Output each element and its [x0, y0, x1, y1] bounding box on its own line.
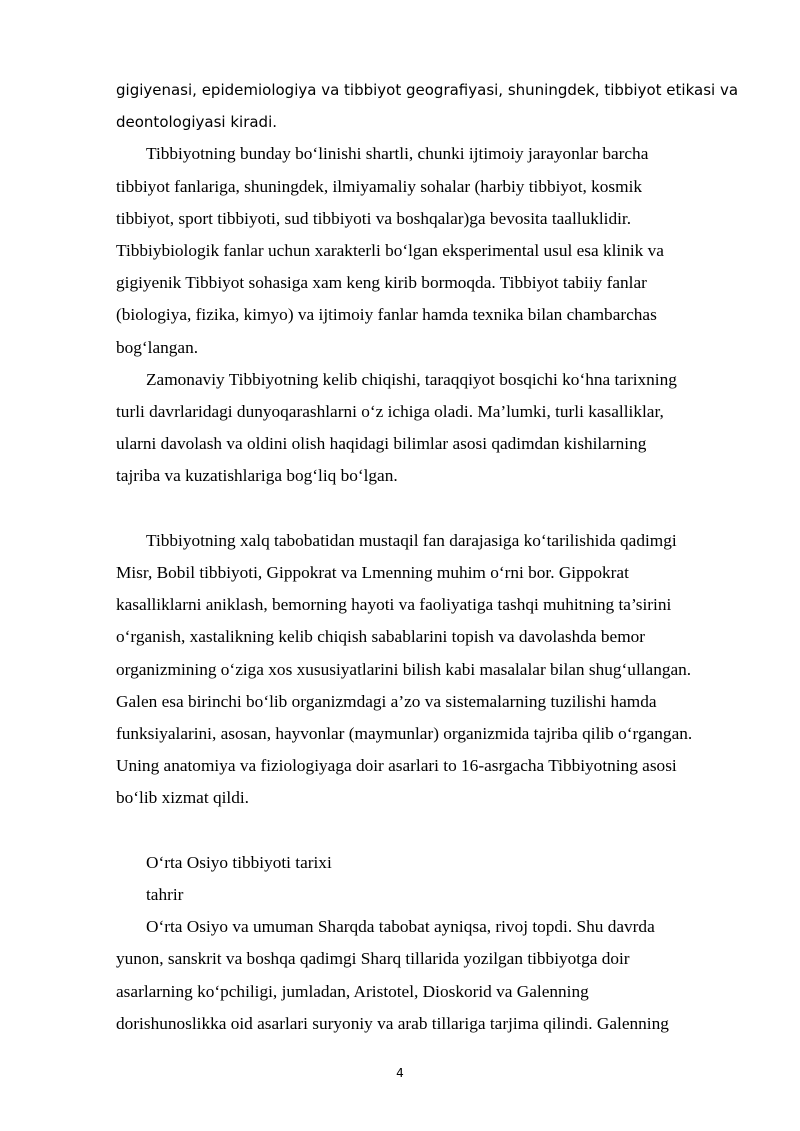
- text-line: bo‘lib xizmat qildi.: [116, 788, 249, 808]
- page-number: 4: [396, 1066, 404, 1080]
- text-line: o‘rganish, xastalikning kelib chiqish sabablarini topish va davolashda bemor: [116, 627, 646, 647]
- text-line: (biologiya, fizika, kimyo) va ijtimoiy fanlar hamda texnika bilan chambarchas: [116, 305, 657, 325]
- text-line: Tibbiyotning bunday bo‘linishi shartli, chunki ijtimoiy jarayonlar barcha: [146, 144, 649, 164]
- paragraph-4: [116, 911, 746, 1040]
- text-line: ularni davolash va oldini olish haqidagi bilimlar asosi qadimdan kishilarning: [116, 434, 647, 454]
- paragraph-3: [116, 525, 746, 815]
- text-line: Uning anatomiya va fiziologiyaga doir asarlari to 16-asrgacha Tibbiyotning asosi: [116, 756, 677, 776]
- text-line: yunon, sanskrit va boshqa qadimgi Sharq tillarida yozilgan tibbiyotga doir: [116, 949, 630, 969]
- text-line: Galen esa birinchi bo‘lib organizmdagi a’zo va sistemalarning tuzilishi hamda: [116, 691, 657, 711]
- text-line: Tibbiyotning xalq tabobatidan mustaqil fan darajasiga ko‘tarilishida qadimgi: [146, 530, 677, 550]
- text-line: tajriba va kuzatishlariga bog‘liq bo‘lgan.: [116, 466, 398, 486]
- text-line: gigiyenasi, epidemiologiya va tibbiyot geografiyasi, shuningdek, tibbiyot etikasi va: [116, 81, 739, 99]
- section-heading: O‘rta Osiyo tibbiyoti tarixi: [146, 852, 332, 872]
- text-line: dorishunoslikka oid asarlari suryoniy va arab tillariga tarjima qilindi. Galenning: [116, 1013, 669, 1033]
- text-line: Zamonaviy Tibbiyotning kelib chiqishi, taraqqiyot bosqichi ko‘hna tarixning: [146, 369, 677, 389]
- text-line: asarlarning ko‘pchiligi, jumladan, Aristotel, Dioskorid va Galenning: [116, 981, 589, 1001]
- text-line: Misr, Bobil tibbiyoti, Gippokrat va Lmenning muhim o‘rni bor. Gippokrat: [116, 563, 629, 583]
- paragraph-1: [116, 138, 746, 363]
- text-line: kasalliklarni aniklash, bemorning hayoti va faoliyatiga tashqi muhitning ta’sirini: [116, 595, 672, 615]
- text-line: gigiyenik Tibbiyot sohasiga xam keng kirib bormoqda. Tibbiyot tabiiy fanlar: [116, 273, 647, 293]
- text-line: funksiyalarini, asosan, hayvonlar (maymunlar) organizmida tajriba qilib o‘rgangan.: [116, 724, 693, 744]
- document-body: [116, 74, 746, 1040]
- blank-line: [116, 815, 746, 847]
- text-line: deontologiyasi kiradi.: [116, 113, 278, 132]
- text-line: bog‘langan.: [116, 337, 199, 357]
- text-line: Tibbiybiologik fanlar uchun xarakterli bo‘lgan eksperimental usul esa klinik va: [116, 241, 664, 261]
- paragraph-2: [116, 364, 746, 493]
- text-line: organizmining o‘ziga xos xususiyatlarini bilish kabi masalalar bilan shug‘ullangan.: [116, 659, 692, 679]
- edit-label: tahrir: [146, 885, 184, 905]
- text-line: tibbiyot, sport tibbiyoti, sud tibbiyoti va boshqalar)ga bevosita taalluklidir.: [116, 208, 632, 228]
- text-line: turli davrlaridagi dunyoqarashlarni o‘z ichiga oladi. Ma’lumki, turli kasalliklar,: [116, 402, 664, 422]
- text-line: tibbiyot fanlariga, shuningdek, ilmiyamaliy sohalar (harbiy tibbiyot, kosmik: [116, 176, 643, 196]
- text-line: O‘rta Osiyo va umuman Sharqda tabobat ayniqsa, rivoj topdi. Shu davrda: [146, 917, 655, 937]
- blank-line: [116, 493, 746, 525]
